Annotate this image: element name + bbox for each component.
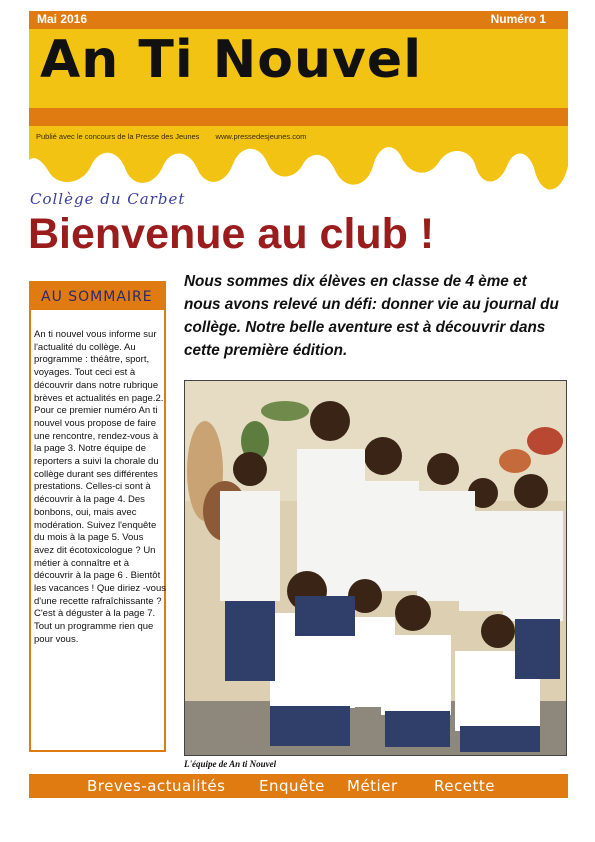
nav-breves-actualites[interactable]: Breves-actualités [87,777,226,795]
section-nav [29,774,568,798]
summary-sidebar [29,281,166,752]
issue-bar [29,11,568,29]
headline: Bienvenue au club ! [28,210,435,258]
issue-number: Numéro 1 [490,12,546,26]
summary-text [34,329,166,647]
team-photo [184,380,567,756]
summary-paragraph-1: An ti nouvel vous informe sur l'actualité du collège. Au programme : théâtre, sport, voyages. Tout ceci est à découvrir dans notre rubrique brèves et actualités en page.2. [34,329,164,404]
summary-paragraph-2: Pour ce premier numéro An ti nouvel vous propose de faire une rencontre, rendez-vous à la page 3. Notre équipe de reporters a suivi la chorale du collège durant ses différentes prestations. Celles-ci sont à découvrir à la page 4. Des bonbons, oui, mais avec modération. Suivez l'enquête du mois à la page 5. Vous avez dit écotoxicologue ? Un métier à connaître et à découvrir à la page 6 . Bientôt les vacances ! Que diriez -vous d'une recette rafraîchissante ? C'est à déguster à la page 7. Tout un programme rien que pour vous. [34,405,167,645]
publisher-credits [36,132,320,141]
nav-recette[interactable]: Recette [434,777,495,795]
school-name: Collège du Carbet [30,190,186,208]
summary-title: AU SOMMAIRE [41,289,153,305]
nav-enquete[interactable]: Enquête [259,777,325,795]
summary-header [31,283,164,310]
website-link[interactable]: www.pressedesjeunes.com [215,132,307,141]
issue-date: Mai 2016 [37,12,88,26]
publisher-note: Publié avec le concours de la Presse des Jeunes [36,132,200,141]
nav-metier[interactable]: Métier [347,777,398,795]
newspaper-title: An Ti Nouvel [40,30,423,90]
masthead-divider [29,108,568,128]
intro-paragraph: Nous sommes dix élèves en classe de 4 ème et nous avons relevé un défi: donner vie au journal du collège. Notre belle aventure est à découvrir dans cette première édition. [184,273,559,359]
photo-caption: L'équipe de An ti Nouvel [184,759,277,769]
